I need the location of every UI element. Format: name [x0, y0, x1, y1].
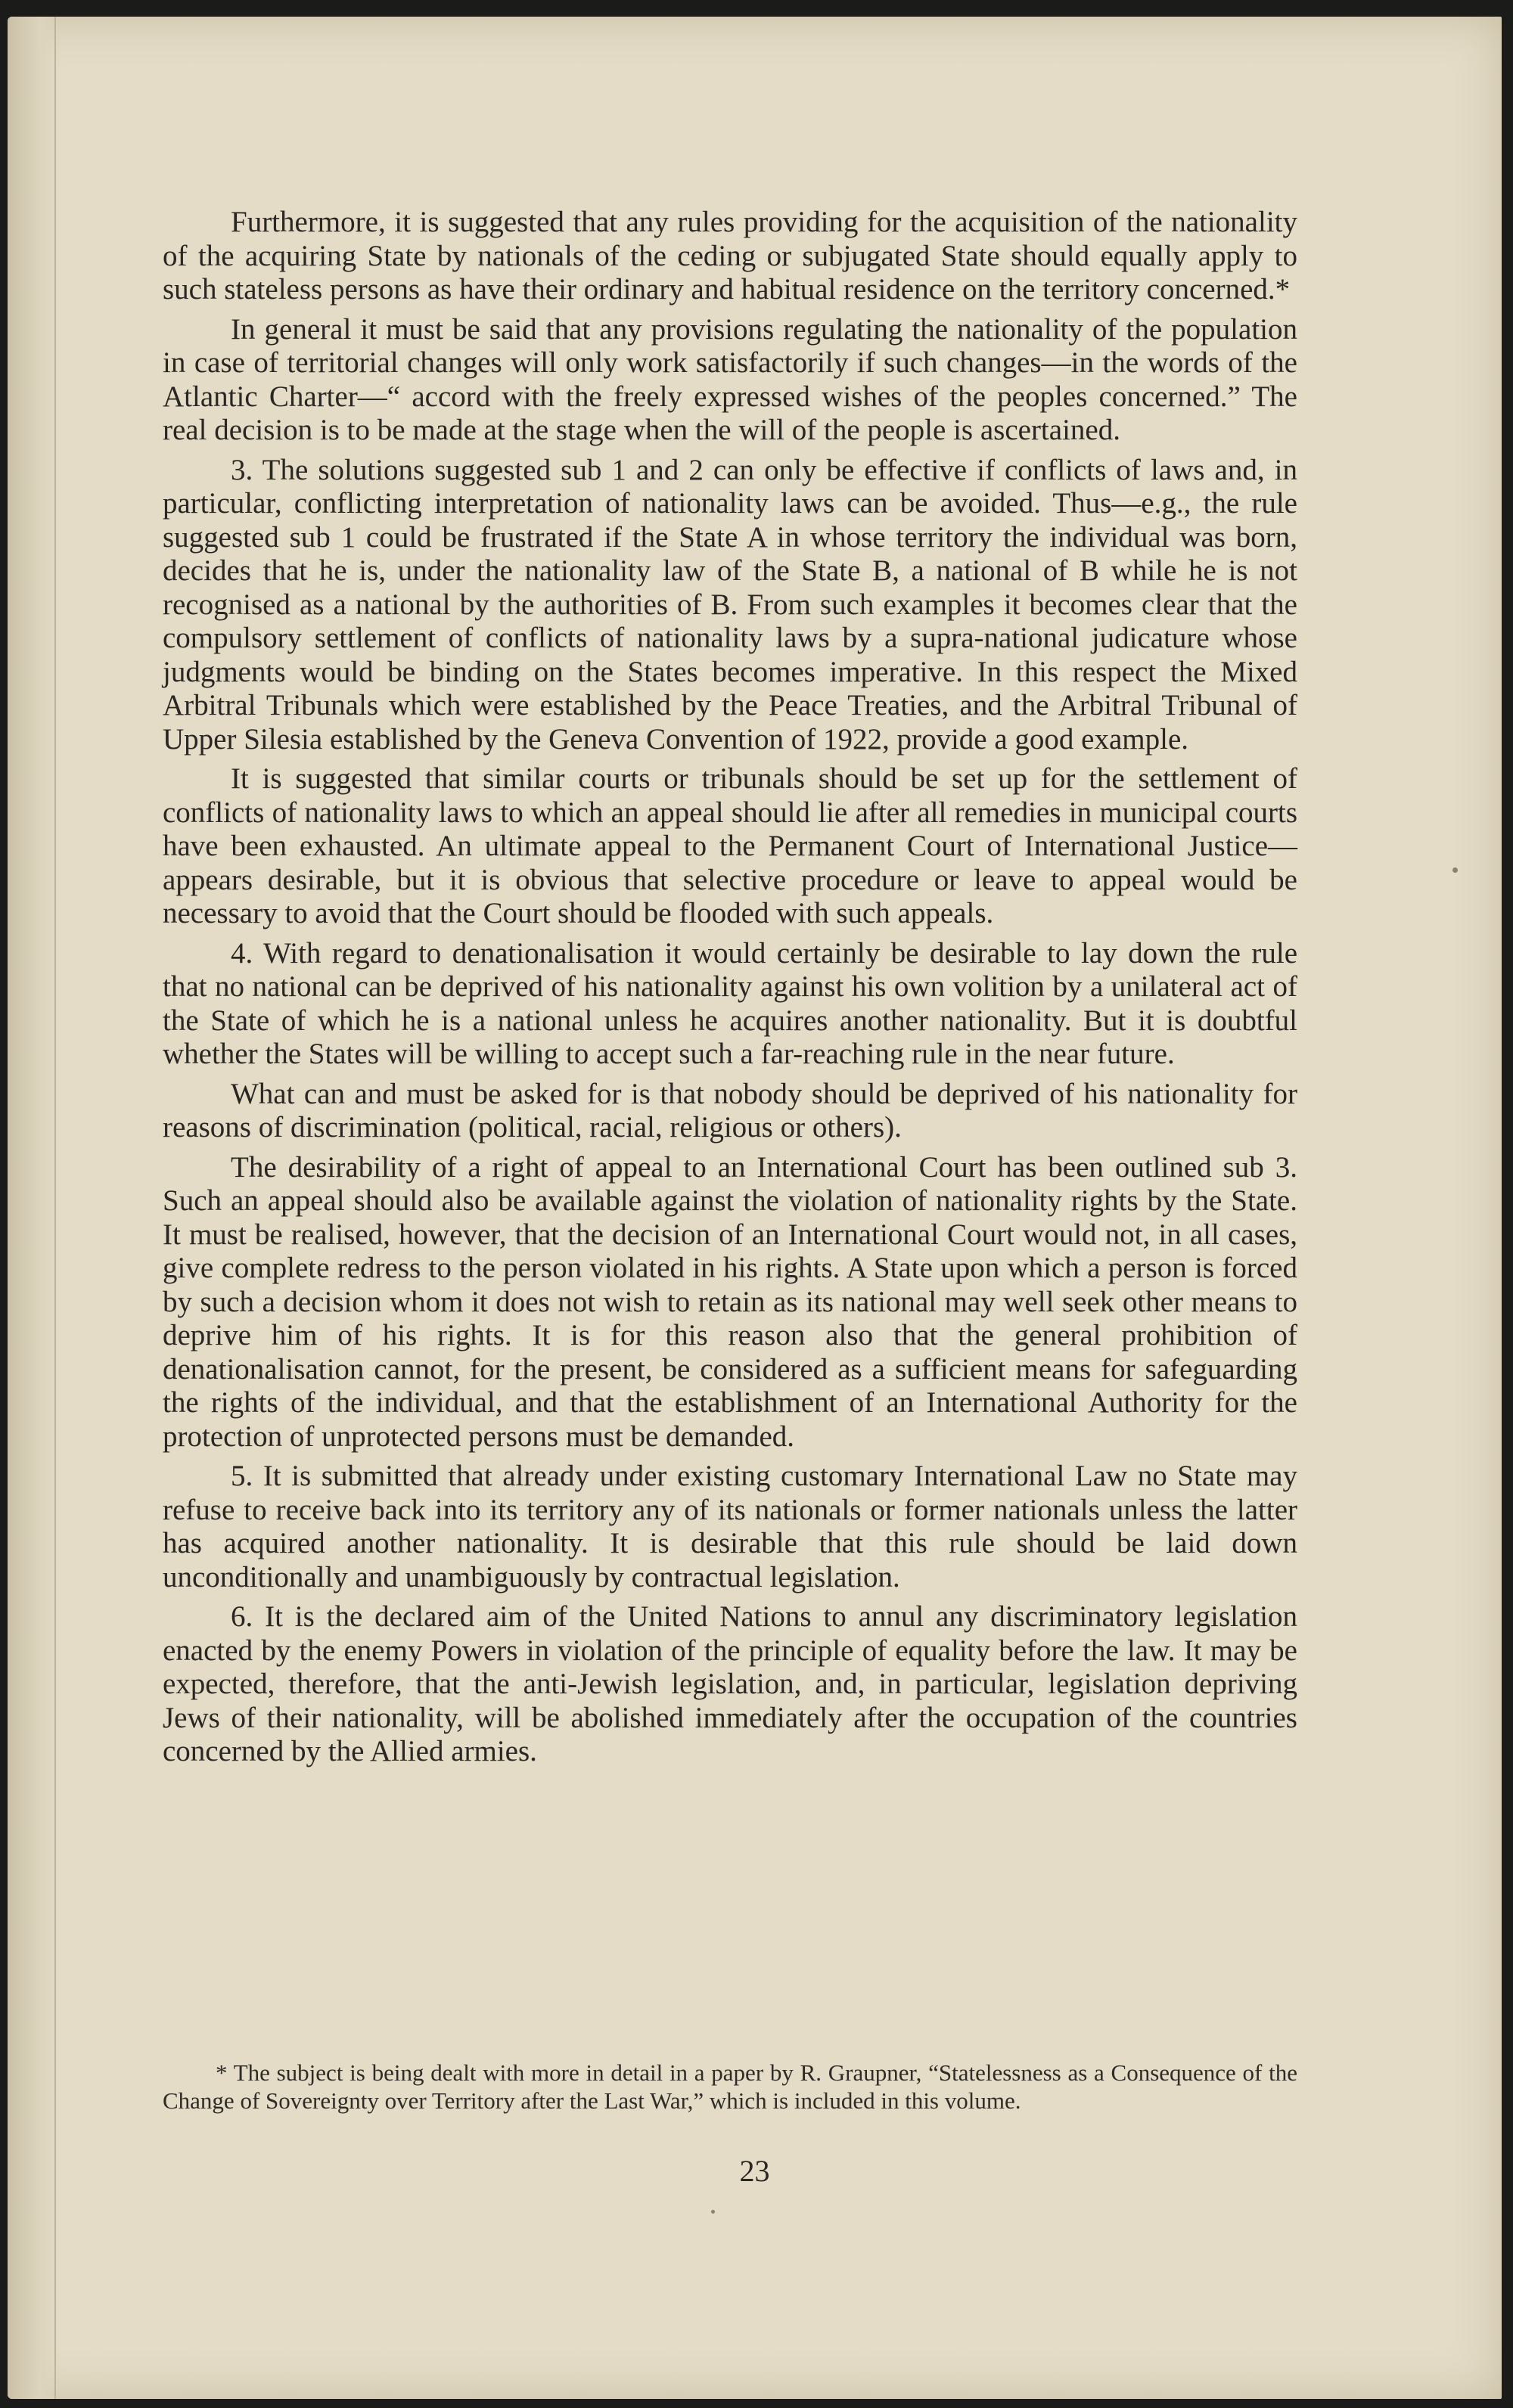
paper-speck: [711, 2210, 715, 2214]
book-page: [8, 17, 1502, 2399]
paragraph-section-3: 3. The solutions suggested sub 1 and 2 can only be effective if conflicts of laws and, in particular, conflicting interpretation of nationality laws can be avoided. Thus—e.g., the rule suggested sub 1 could be frustrated if the State A in whose territory the individual was born, decides that he is, under the nationality law of the State B, a national of B while he is not recognised as a national by the authorities of B. From such examples it becomes clear that the compulsory settlement of conflicts of nationality laws by a supra-national judicature whose judgments would be binding on the States becomes imperative. In this respect the Mixed Arbitral Tribunals which were established by the Peace Treaties, and the Arbitral Tribunal of Upper Silesia established by the Geneva Convention of 1922, provide a good example.: [163, 453, 1297, 756]
body-text: [163, 206, 1297, 1775]
paragraph-atlantic-charter: In general it must be said that any provisions regulating the nationality of the population in case of territorial changes will only work satisfactorily if such changes—in the words of the Atlantic Charter—“ accord with the freely expressed wishes of the peoples concerned.” The real decision is to be made at the stage when the will of the people is ascertained.: [163, 312, 1297, 446]
page-binding-edge: [54, 17, 56, 2399]
paragraph-discrimination: What can and must be asked for is that nobody should be deprived of his nationality for reasons of discrimination (political, racial, religious or others).: [163, 1077, 1297, 1143]
paragraph-stateless-persons: Furthermore, it is suggested that any rules providing for the acquisition of the nationality of the acquiring State by nationals of the ceding or subjugated State should equally apply to such stateless persons as have their ordinary and habitual residence on the territory concerned.*: [163, 206, 1297, 306]
paragraph-section-6: 6. It is the declared aim of the United Nations to annul any discriminatory legislation enacted by the enemy Powers in violation of the principle of equality before the law. It may be expected, therefore, that the anti-Jewish legislation, and, in particular, legislation depriving Jews of their nationality, will be abolished immediately after the occupation of the countries concerned by the Allied armies.: [163, 1600, 1297, 1767]
paragraph-section-4: 4. With regard to denationalisation it would certainly be desirable to lay down the rule that no national can be deprived of his nationality against his own volition by a unilateral act of the State of which he is a national unless he acquires another nationality. But it is doubtful whether the States will be willing to accept such a far-reaching rule in the near future.: [163, 936, 1297, 1070]
page-number: 23: [739, 2154, 770, 2188]
footnote: * The subject is being dealt with more in detail in a paper by R. Graupner, “Statelessness as a Consequence of the Change of Sovereignty over Territory after the Last War,” which is included in this volume.: [163, 2059, 1297, 2114]
paragraph-international-court: The desirability of a right of appeal to an International Court has been outlined sub 3. Such an appeal should also be available against the violation of nationality rights by the State. It must be realised, however, that the decision of an International Court would not, in all cases, give complete redress to the person violated in his rights. A State upon which a person is forced by such a decision whom it does not wish to retain as its national may well seek other means to deprive him of his rights. It is for this reason also that the general prohibition of denationalisation cannot, for the present, be considered as a sufficient means for safeguarding the rights of the individual, and that the establishment of an International Authority for the protection of unprotected persons must be demanded.: [163, 1150, 1297, 1453]
page-spine-shadow: [8, 17, 61, 2399]
paper-speck: [1452, 867, 1458, 873]
paragraph-section-5: 5. It is submitted that already under existing customary International Law no State may refuse to receive back into its territory any of its nationals or former nationals unless the latter has acquired another nationality. It is desirable that this rule should be laid down unconditionally and unambiguously by contractual legislation.: [163, 1460, 1297, 1593]
paragraph-tribunals: It is suggested that similar courts or tribunals should be set up for the settlement of conflicts of nationality laws to which an appeal should lie after all remedies in municipal courts have been exhausted. An ultimate appeal to the Permanent Court of International Justice—appears desirable, but it is obvious that selective procedure or leave to appeal would be necessary to avoid that the Court should be flooded with such appeals.: [163, 762, 1297, 929]
